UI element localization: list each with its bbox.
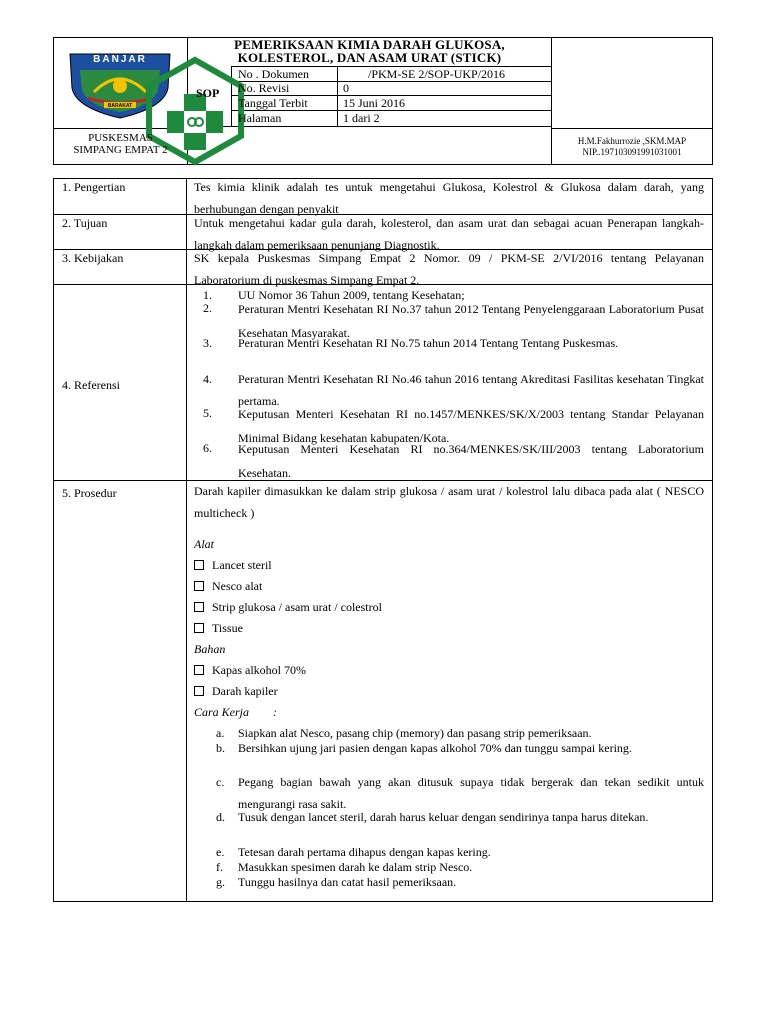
signer-nip: NIP..197103091991031001: [582, 147, 682, 157]
alat-item-label: Strip glukosa / asam urat / colestrol: [212, 600, 382, 614]
signer-name: H.M.Fakhurrozie ,SKM.MAP: [577, 136, 687, 146]
meta-label-terbit: Tanggal Terbit: [238, 96, 308, 110]
step-num-f: f.: [216, 860, 223, 874]
title-line-1: PEMERIKSAAN KIMIA DARAH GLUKOSA,: [234, 37, 505, 52]
bahan-item: [194, 684, 278, 698]
org-line-2: SIMPANG EMPAT 2: [73, 144, 168, 156]
ref-num-1: 1.: [203, 288, 212, 302]
step-num-d: d.: [216, 810, 225, 824]
ref-num-2: 2.: [203, 301, 212, 315]
alat-item: [194, 558, 272, 572]
step-num-e: e.: [216, 845, 225, 859]
meta-label-revisi: No. Revisi: [238, 81, 290, 95]
ref-text-5: Keputusan Menteri Kesehatan RI no.1457/MENKES/SK/X/2003 tentang Standar Pelayanan Minimal Bidang kesehatan kabupaten/Kota.: [238, 407, 704, 445]
step-text-a: Siapkan alat Nesco, pasang chip (memory) dan pasang strip pemeriksaan.: [238, 726, 592, 740]
ref-text-3: Peraturan Mentri Kesehatan RI No.75 tahun 2014 Tentang Tentang Puskesmas.: [238, 336, 619, 350]
meta-value-revisi: 0: [343, 81, 349, 95]
ref-text-6: Keputusan Menteri Kesehatan RI no.364/MENKES/SK/III/2003 tentang Laboratorium Kesehatan.: [238, 442, 704, 480]
label-pengertian: 1. Pengertian: [62, 180, 126, 194]
step-text-g: Tunggu hasilnya dan catat hasil pemeriksaan.: [238, 875, 457, 889]
alat-item: [194, 600, 382, 614]
checkbox-icon: [194, 602, 204, 612]
signer-block: [552, 136, 712, 158]
logo-subtext: BARAKAT: [107, 103, 133, 109]
prosedur-intro: Darah kapiler dimasukkan ke dalam strip glukosa / asam urat / kolestrol lalu dibaca pada alat ( NESCO multicheck ): [194, 484, 704, 520]
label-tujuan: 2. Tujuan: [62, 216, 108, 230]
alat-item-label: Lancet steril: [212, 558, 272, 572]
text-pengertian: Tes kimia klinik adalah tes untuk mengetahui Glukosa, Kolestrol & Glukosa dalam darah, yang berhubungan dengan penyakit: [194, 180, 704, 216]
step-num-b: b.: [216, 741, 225, 755]
ref-num-6: 6.: [203, 441, 212, 455]
text-kebijakan: SK kepala Puskesmas Simpang Empat 2 Nomor. 09 / PKM-SE 2/VI/2016 tentang Pelayanan Laboratorium di puskesmas Simpang Empat 2.: [194, 251, 704, 287]
ref-num-5: 5.: [203, 406, 212, 420]
bahan-item: [194, 663, 306, 677]
ref-num-4: 4.: [203, 372, 212, 386]
step-num-a: a.: [216, 726, 225, 740]
alat-item: [194, 579, 262, 593]
checkbox-icon: [194, 665, 204, 675]
ref-text-4: Peraturan Mentri Kesehatan RI No.46 tahun 2016 tentang Akreditasi Fasilitas kesehatan Tingkat pertama.: [238, 372, 704, 408]
bahan-item-label: Kapas alkohol 70%: [212, 663, 306, 677]
checkbox-icon: [194, 623, 204, 633]
org-line-1: PUSKESMAS: [88, 132, 153, 144]
title-line-2: KOLESTEROL, DAN ASAM URAT (STICK): [237, 50, 502, 65]
bahan-title: Bahan: [194, 642, 226, 656]
alat-item: [194, 621, 243, 635]
step-text-b: Bersihkan ujung jari pasien dengan kapas alkohol 70% dan tunggu sampai kering.: [238, 741, 632, 755]
text-tujuan: Untuk mengetahui kadar gula darah, kolesterol, dan asam urat dan sebagai acuan Penerapan langkah-langkah dalam pemeriksaan penunjang Diagnostik.: [194, 216, 704, 252]
ref-text-1: UU Nomor 36 Tahun 2009, tentang Kesehatan;: [238, 288, 465, 302]
label-kebijakan: 3. Kebijakan: [62, 251, 124, 265]
meta-value-halaman: 1 dari 2: [343, 111, 380, 125]
checkbox-icon: [194, 686, 204, 696]
alat-title: Alat: [194, 537, 214, 551]
ref-num-3: 3.: [203, 336, 212, 350]
step-num-c: c.: [216, 775, 225, 789]
bahan-item-label: Darah kapiler: [212, 684, 278, 698]
meta-value-dokumen: /PKM-SE 2/SOP-UKP/2016: [368, 67, 506, 81]
meta-value-terbit: 15 Juni 2016: [343, 96, 406, 110]
checkbox-icon: [194, 581, 204, 591]
ref-text-2: Peraturan Mentri Kesehatan RI No.37 tahun 2012 Tentang Penyelenggaraan Laboratorium Pusat Kesehatan Masyarakat.: [238, 302, 704, 340]
logo-text: BANJAR: [93, 54, 147, 65]
step-text-c: Pegang bagian bawah yang akan ditusuk supaya tidak bergerak dan tekan sedikit untuk mengurangi rasa sakit.: [238, 775, 704, 811]
org-name: [54, 132, 187, 156]
meta-label-halaman: Halaman: [238, 111, 282, 125]
cara-kerja-title: Cara Kerja :: [194, 705, 278, 719]
alat-item-label: Nesco alat: [212, 579, 263, 593]
step-text-e: Tetesan darah pertama dihapus dengan kapas kering.: [238, 845, 491, 859]
sop-label: SOP: [196, 86, 220, 100]
label-referensi: 4. Referensi: [62, 378, 120, 392]
label-prosedur: 5. Prosedur: [62, 486, 117, 500]
step-text-f: Masukkan spesimen darah ke dalam strip Nesco.: [238, 860, 473, 874]
step-num-g: g.: [216, 875, 225, 889]
step-text-d: Tusuk dengan lancet steril, darah harus keluar dengan sendirinya tanpa harus ditekan.: [238, 810, 649, 824]
alat-item-label: Tissue: [212, 621, 243, 635]
meta-label-dokumen: No . Dokumen: [238, 67, 309, 81]
checkbox-icon: [194, 560, 204, 570]
